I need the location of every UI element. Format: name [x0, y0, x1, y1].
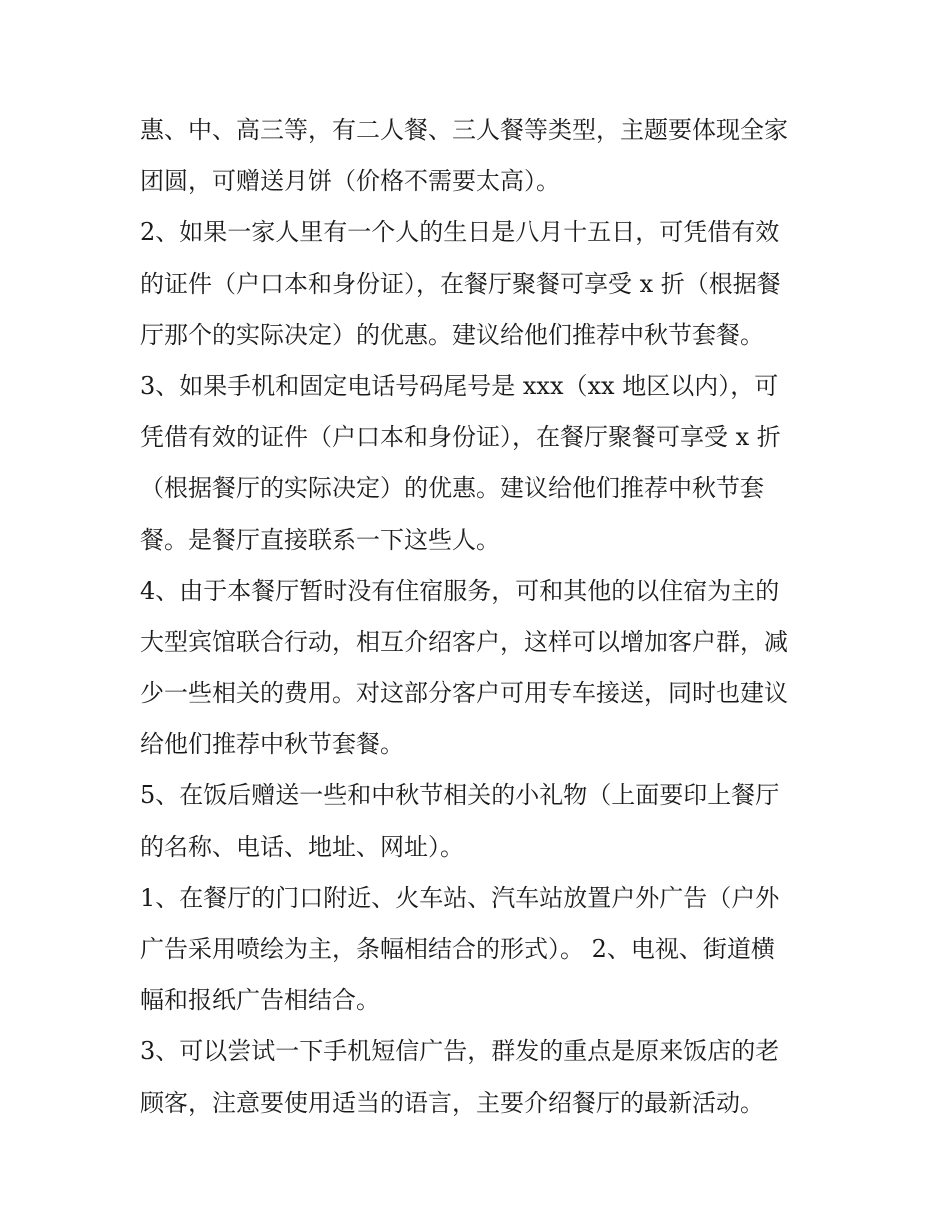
text-line: 少一些相关的费用。对这部分客户可用专车接送，同时也建议 — [140, 679, 788, 708]
text-line: 3、如果手机和固定电话号码尾号是 xxx（xx 地区以内），可 — [140, 371, 779, 400]
document-body — [140, 105, 840, 1129]
text-line: 团圆，可赠送月饼（价格不需要太高）。 — [140, 167, 560, 196]
text-line: 广告采用喷绘为主，条幅相结合的形式）。 2、电视、街道横 — [140, 935, 775, 963]
text-line: 大型宾馆联合行动，相互介绍客户，这样可以增加客户群，减 — [140, 627, 788, 656]
text-line: 给他们推荐中秋节套餐。 — [140, 730, 404, 759]
text-line: 凭借有效的证件（户口本和身份证），在餐厅聚餐可享受 x 折 — [140, 423, 781, 452]
text-line: 4、由于本餐厅暂时没有住宿服务，可和其他的以住宿为主的 — [140, 576, 780, 605]
text-line: 1、在餐厅的门口附近、火车站、汽车站放置户外广告（户外 — [140, 883, 780, 912]
text-line: 2、如果一家人里有一个人的生日是八月十五日，可凭借有效 — [140, 218, 780, 247]
text-line: 顾客，注意要使用适当的语言，主要介绍餐厅的最新活动。 — [140, 1088, 764, 1117]
text-line: 的名称、电话、地址、网址）。 — [140, 832, 464, 861]
text-line: 餐。是餐厅直接联系一下这些人。 — [140, 525, 500, 554]
text-line: 5、在饭后赠送一些和中秋节相关的小礼物（上面要印上餐厅 — [140, 781, 780, 810]
text-line: 厅那个的实际决定）的优惠。建议给他们推荐中秋节套餐。 — [140, 320, 764, 349]
text-line: 幅和报纸广告相结合。 — [140, 986, 380, 1015]
text-line: 的证件（户口本和身份证），在餐厅聚餐可享受 x 折（根据餐 — [140, 269, 781, 298]
text-line: （根据餐厅的实际决定）的优惠。建议给他们推荐中秋节套 — [140, 474, 764, 503]
text-line: 惠、中、高三等，有二人餐、三人餐等类型，主题要体现全家 — [140, 116, 788, 144]
text-line: 3、可以尝试一下手机短信广告，群发的重点是原来饭店的老 — [140, 1037, 780, 1066]
